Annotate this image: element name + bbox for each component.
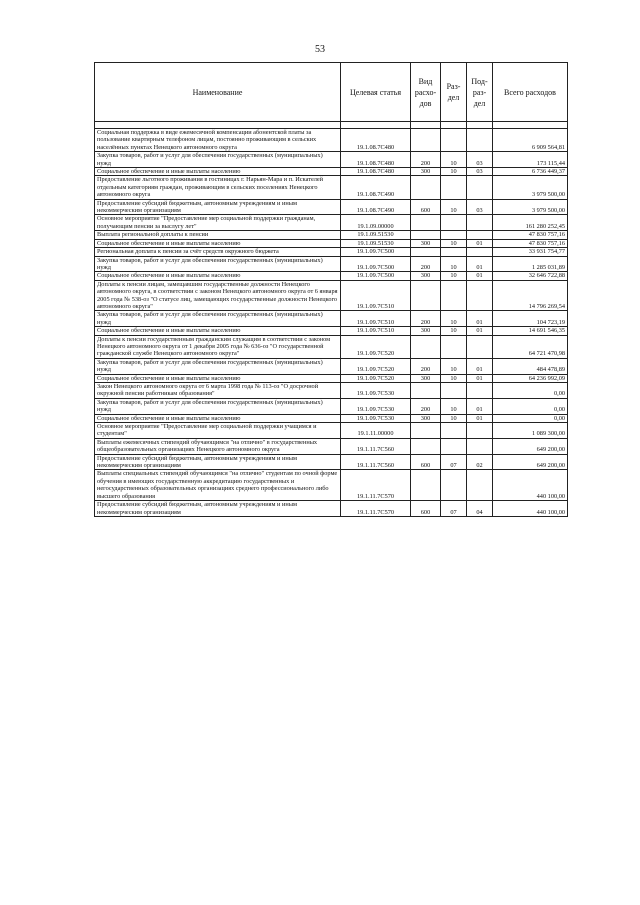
row-target-code: 19.1.08.7С480 <box>341 129 411 152</box>
row-kind <box>411 280 441 311</box>
row-target-code: 19.1.11.00000 <box>341 423 411 439</box>
row-target-code: 19.1.11.7С570 <box>341 501 411 517</box>
row-section: 10 <box>441 152 467 168</box>
table-row <box>95 256 568 272</box>
row-kind <box>411 129 441 152</box>
row-target-code: 19.1.11.7С570 <box>341 470 411 501</box>
table-row <box>95 358 568 374</box>
row-target-code: 19.1.08.7С480 <box>341 168 411 176</box>
row-subsection: 04 <box>467 501 493 517</box>
table-row <box>95 129 568 152</box>
table-row <box>95 239 568 247</box>
row-section <box>441 231 467 239</box>
row-section: 10 <box>441 398 467 414</box>
row-subsection: 01 <box>467 414 493 422</box>
row-name: Доплаты к пенсии лицам, замещавшим государственные должности Ненецкого автономного округа, в соответствии с законом Ненецкого автономного округа от 6 января 2005 года № 538-оз "О статусе лиц, замещающих государственные должности Ненецкого автономного округа" <box>95 280 341 311</box>
row-target-code: 19.1.09.7С500 <box>341 248 411 256</box>
table-row <box>95 231 568 239</box>
row-section <box>441 335 467 358</box>
row-kind: 200 <box>411 152 441 168</box>
row-target-code: 19.1.11.7С560 <box>341 454 411 470</box>
row-subsection <box>467 176 493 199</box>
row-kind: 600 <box>411 199 441 215</box>
table-row <box>95 398 568 414</box>
row-subsection <box>467 280 493 311</box>
row-total: 33 931 754,77 <box>493 248 568 256</box>
row-total: 6 736 449,37 <box>493 168 568 176</box>
header-total: Всего расходов <box>493 63 568 122</box>
page-number: 53 <box>315 44 325 55</box>
row-target-code: 19.1.09.7С530 <box>341 398 411 414</box>
row-name: Социальная поддержка в виде ежемесячной компенсации абонентской платы за пользование квартирным телефоном лицам, постоянно проживающим в сельских населённых пунктах Ненецкого автономного округа <box>95 129 341 152</box>
row-subsection: 01 <box>467 327 493 335</box>
row-kind: 600 <box>411 454 441 470</box>
row-total: 1 285 031,89 <box>493 256 568 272</box>
row-name: Закон Ненецкого автономного округа от 6 марта 1998 года № 113-оз "О досрочной окружной пенсии работникам образования" <box>95 383 341 399</box>
row-target-code: 19.1.08.7С490 <box>341 199 411 215</box>
row-kind: 200 <box>411 256 441 272</box>
row-name: Социальное обеспечение и иные выплаты населению <box>95 239 341 247</box>
table-row <box>95 335 568 358</box>
row-name: Социальное обеспечение и иные выплаты населению <box>95 374 341 382</box>
row-kind: 200 <box>411 398 441 414</box>
row-target-code: 19.1.09.51530 <box>341 239 411 247</box>
row-subsection <box>467 215 493 231</box>
row-kind <box>411 231 441 239</box>
table-row <box>95 327 568 335</box>
header-spacer-row <box>95 122 568 129</box>
row-name: Социальное обеспечение и иные выплаты населению <box>95 272 341 280</box>
header-target: Целевая статья <box>341 63 411 122</box>
row-name: Социальное обеспечение и иные выплаты населению <box>95 168 341 176</box>
row-section <box>441 248 467 256</box>
row-name: Закупка товаров, работ и услуг для обеспечения государственных (муниципальных) нужд <box>95 311 341 327</box>
row-name: Основное мероприятие "Предоставление мер социальной поддержки учащимся и студентам" <box>95 423 341 439</box>
row-total: 440 100,00 <box>493 470 568 501</box>
row-section <box>441 423 467 439</box>
row-subsection: 01 <box>467 272 493 280</box>
row-section <box>441 470 467 501</box>
row-name: Закупка товаров, работ и услуг для обеспечения государственных (муниципальных) нужд <box>95 358 341 374</box>
row-kind <box>411 470 441 501</box>
table-row <box>95 272 568 280</box>
row-section: 10 <box>441 374 467 382</box>
row-total: 649 200,00 <box>493 454 568 470</box>
header-subsection: Под-раз-дел <box>467 63 493 122</box>
row-subsection: 01 <box>467 358 493 374</box>
row-target-code: 19.1.09.7С510 <box>341 327 411 335</box>
row-subsection: 03 <box>467 199 493 215</box>
row-section: 10 <box>441 199 467 215</box>
table-row <box>95 501 568 517</box>
row-kind: 300 <box>411 374 441 382</box>
row-target-code: 19.1.09.7С510 <box>341 311 411 327</box>
row-total: 3 979 500,00 <box>493 176 568 199</box>
row-section: 10 <box>441 168 467 176</box>
row-target-code: 19.1.09.7С520 <box>341 358 411 374</box>
row-kind: 300 <box>411 239 441 247</box>
row-subsection: 01 <box>467 374 493 382</box>
row-name: Предоставление субсидий бюджетным, автономным учреждениям и иным некоммерческим организациям <box>95 454 341 470</box>
row-name: Социальное обеспечение и иные выплаты населению <box>95 327 341 335</box>
row-section: 07 <box>441 454 467 470</box>
row-target-code: 19.1.08.7С480 <box>341 152 411 168</box>
row-subsection <box>467 423 493 439</box>
table-row <box>95 168 568 176</box>
row-total: 0,00 <box>493 383 568 399</box>
budget-table <box>94 62 568 517</box>
row-total: 104 723,19 <box>493 311 568 327</box>
row-name: Выплата региональной доплаты к пенсии <box>95 231 341 239</box>
row-kind: 200 <box>411 311 441 327</box>
row-section: 10 <box>441 272 467 280</box>
row-name: Закупка товаров, работ и услуг для обеспечения государственных (муниципальных) нужд <box>95 398 341 414</box>
table-body <box>95 129 568 517</box>
table-row <box>95 470 568 501</box>
row-kind <box>411 176 441 199</box>
table-header-row <box>95 63 568 122</box>
row-total: 32 646 722,88 <box>493 272 568 280</box>
row-name: Социальное обеспечение и иные выплаты населению <box>95 414 341 422</box>
row-section <box>441 280 467 311</box>
row-name: Региональная доплата к пенсии за счёт средств окружного бюджета <box>95 248 341 256</box>
row-section: 07 <box>441 501 467 517</box>
row-total: 484 478,89 <box>493 358 568 374</box>
table-row <box>95 176 568 199</box>
header-section: Раз-дел <box>441 63 467 122</box>
row-target-code: 19.1.09.7С500 <box>341 256 411 272</box>
row-total: 161 280 252,45 <box>493 215 568 231</box>
row-total: 64 236 992,09 <box>493 374 568 382</box>
row-name: Доплаты к пенсии государственным гражданским служащим в соответствии с законом Ненецкого автономного округа от 1 декабря 2005 года № 636-оз "О государственной гражданской службе Ненецкого автономного округа" <box>95 335 341 358</box>
table-row <box>95 423 568 439</box>
row-kind <box>411 335 441 358</box>
table-row <box>95 215 568 231</box>
row-name: Выплаты специальных стипендий обучающимся "на отлично" студентам по очной форме обучения в имеющих государственную аккредитацию государственных и негосударственных образовательных организациях среднего профессионального либо высшего образования <box>95 470 341 501</box>
row-name: Предоставление субсидий бюджетным, автономным учреждениям и иным некоммерческим организациям <box>95 501 341 517</box>
row-subsection: 03 <box>467 152 493 168</box>
row-name: Предоставление субсидий бюджетным, автономным учреждениям и иным некоммерческим организациям <box>95 199 341 215</box>
row-kind: 200 <box>411 358 441 374</box>
row-subsection: 01 <box>467 239 493 247</box>
row-subsection: 02 <box>467 454 493 470</box>
row-name: Закупка товаров, работ и услуг для обеспечения государственных (муниципальных) нужд <box>95 256 341 272</box>
row-section <box>441 215 467 231</box>
row-total: 173 115,44 <box>493 152 568 168</box>
row-target-code: 19.1.09.7С500 <box>341 272 411 280</box>
row-kind <box>411 215 441 231</box>
row-subsection: 03 <box>467 168 493 176</box>
row-subsection <box>467 248 493 256</box>
row-target-code: 19.1.09.7С520 <box>341 335 411 358</box>
row-kind: 300 <box>411 414 441 422</box>
row-target-code: 19.1.09.00000 <box>341 215 411 231</box>
row-section: 10 <box>441 311 467 327</box>
row-kind <box>411 423 441 439</box>
row-target-code: 19.1.09.7С520 <box>341 374 411 382</box>
row-target-code: 19.1.09.7С530 <box>341 414 411 422</box>
table-row <box>95 383 568 399</box>
row-total: 1 089 300,00 <box>493 423 568 439</box>
row-total: 649 200,00 <box>493 438 568 454</box>
row-kind <box>411 383 441 399</box>
row-name: Закупка товаров, работ и услуг для обеспечения государственных (муниципальных) нужд <box>95 152 341 168</box>
table-row <box>95 248 568 256</box>
row-target-code: 19.1.08.7С490 <box>341 176 411 199</box>
header-name: Наименование <box>95 63 341 122</box>
row-name: Основное мероприятие "Предоставление мер социальной поддержки гражданам, получающим пенсии за выслугу лет" <box>95 215 341 231</box>
table-row <box>95 311 568 327</box>
row-total: 0,00 <box>493 414 568 422</box>
row-name: Выплаты ежемесячных стипендий обучающимся "на отлично" в государственных общеобразовательных организациях Ненецкого автономного округа <box>95 438 341 454</box>
row-subsection: 01 <box>467 398 493 414</box>
row-section <box>441 383 467 399</box>
row-section: 10 <box>441 327 467 335</box>
table-row <box>95 199 568 215</box>
row-kind: 300 <box>411 327 441 335</box>
row-total: 0,00 <box>493 398 568 414</box>
row-kind <box>411 438 441 454</box>
table-row <box>95 280 568 311</box>
row-section: 10 <box>441 358 467 374</box>
table-row <box>95 454 568 470</box>
row-subsection <box>467 231 493 239</box>
row-total: 440 100,00 <box>493 501 568 517</box>
row-total: 64 721 470,98 <box>493 335 568 358</box>
row-target-code: 19.1.11.7С560 <box>341 438 411 454</box>
row-target-code: 19.1.09.7С510 <box>341 280 411 311</box>
row-total: 47 830 757,16 <box>493 239 568 247</box>
row-total: 14 691 546,35 <box>493 327 568 335</box>
row-target-code: 19.1.09.7С530 <box>341 383 411 399</box>
row-section <box>441 438 467 454</box>
row-total: 3 979 500,00 <box>493 199 568 215</box>
table-row <box>95 152 568 168</box>
row-kind: 600 <box>411 501 441 517</box>
row-kind: 300 <box>411 168 441 176</box>
row-kind: 300 <box>411 272 441 280</box>
table-row <box>95 414 568 422</box>
row-total: 6 909 564,81 <box>493 129 568 152</box>
row-section: 10 <box>441 239 467 247</box>
row-subsection <box>467 129 493 152</box>
row-total: 47 830 757,16 <box>493 231 568 239</box>
row-target-code: 19.1.09.51530 <box>341 231 411 239</box>
row-kind <box>411 248 441 256</box>
row-subsection <box>467 470 493 501</box>
header-kind: Вид расхо-дов <box>411 63 441 122</box>
row-subsection <box>467 438 493 454</box>
table-row <box>95 438 568 454</box>
row-section: 10 <box>441 414 467 422</box>
row-subsection: 01 <box>467 311 493 327</box>
row-section <box>441 129 467 152</box>
row-total: 14 796 269,54 <box>493 280 568 311</box>
row-subsection: 01 <box>467 256 493 272</box>
row-subsection <box>467 335 493 358</box>
row-subsection <box>467 383 493 399</box>
table-row <box>95 374 568 382</box>
row-name: Предоставление льготного проживания в гостиницах г. Нарьян-Мара и п. Искателей отдельным категориям граждан, проживающим в сельских поселениях Ненецкого автономного округа <box>95 176 341 199</box>
row-section: 10 <box>441 256 467 272</box>
row-section <box>441 176 467 199</box>
